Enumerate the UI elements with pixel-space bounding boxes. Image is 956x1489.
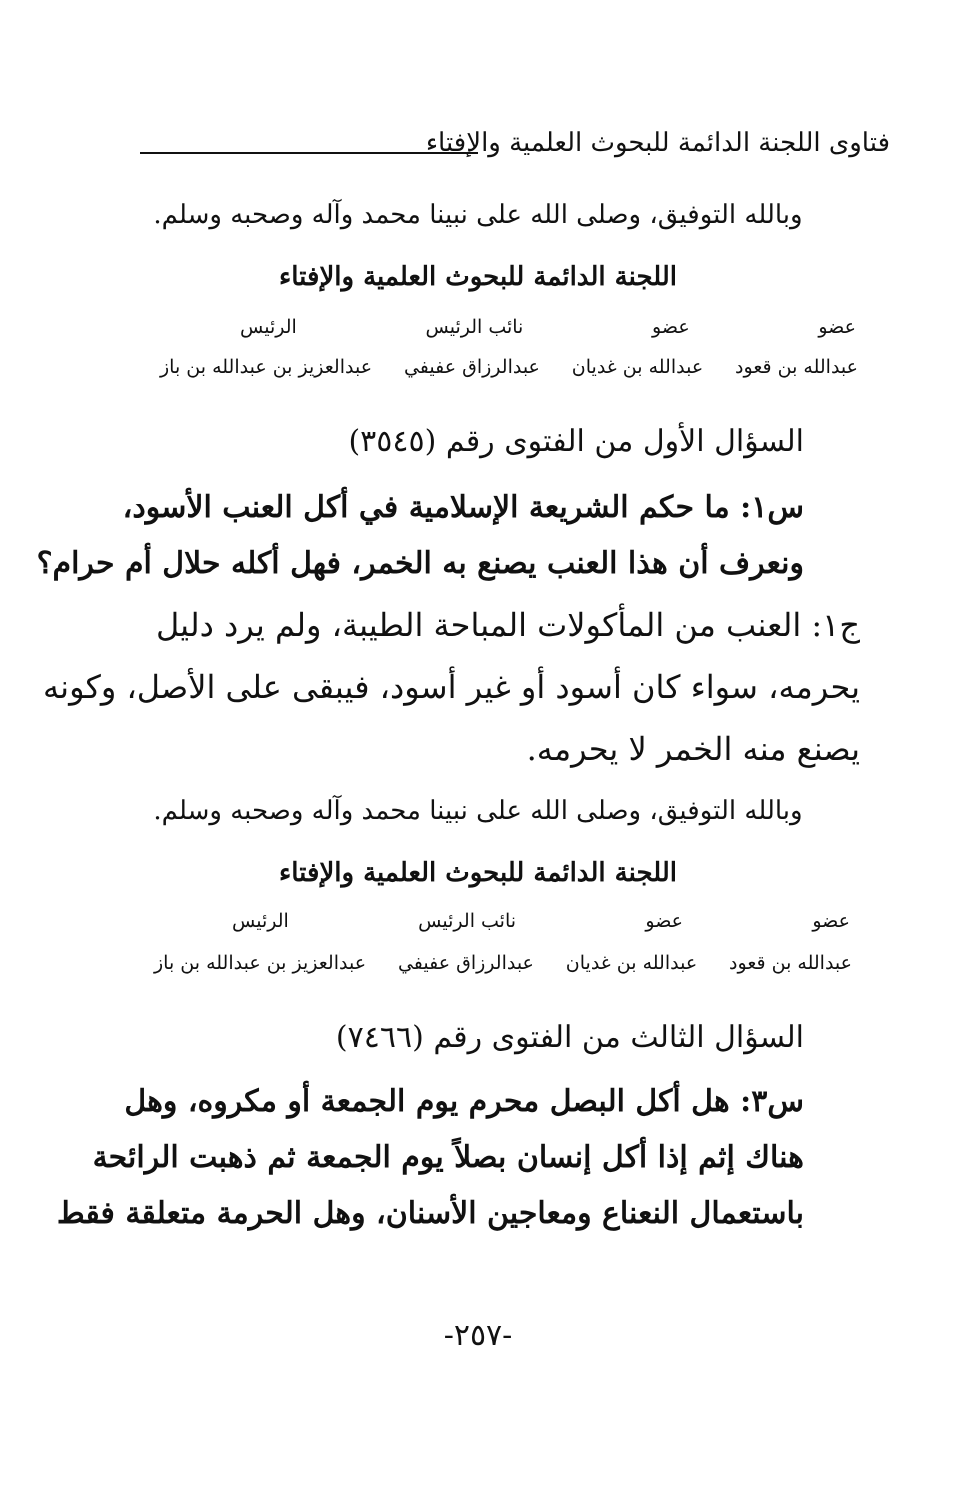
role-member-1: عضو (812, 910, 850, 932)
fatwa-1-answer-line-1: ج١: العنب من المأكولات المباحة الطيبة، ولم يرد دليل (155, 606, 860, 644)
fatwa-3-question-line-3: باستعمال النعناع ومعاجين الأسنان، وهل الحرمة متعلقة فقط (56, 1196, 804, 1231)
fatwa-1-answer-line-2: يحرمه، سواء كان أسود أو غير أسود، فيبقى على الأصل، وكونه (43, 668, 860, 706)
signature-names-1 (160, 356, 858, 378)
fatwa-3-heading: السؤال الثالث من الفتوى رقم (٧٤٦٦) (335, 1020, 804, 1055)
signatory-afifi: عبدالرزاق عفيفي (403, 356, 540, 378)
role-vice-president: نائب الرئيس (425, 316, 524, 338)
role-president: الرئيس (232, 910, 289, 932)
closing-formula-1: وبالله التوفيق، وصلى الله على نبينا محمد وآله وصحبه وسلم. (153, 200, 803, 230)
fatwa-1-question-line-1: س١: ما حكم الشريعة الإسلامية في أكل العنب الأسود، (122, 490, 804, 525)
fatwa-1-question-line-2: ونعرف أن هذا العنب يصنع به الخمر، فهل أكله حلال أم حرام؟ (36, 546, 804, 581)
signatory-ibn-qaud: عبدالله بن قعود (729, 952, 852, 974)
role-member-2: عضو (645, 910, 684, 932)
signatory-ibn-baz: عبدالعزيز بن عبدالله بن باز (154, 952, 367, 974)
fatwa-3-question-line-1: س٣: هل أكل البصل محرم يوم الجمعة أو مكروه، وهل (124, 1084, 804, 1119)
role-president: الرئيس (240, 316, 297, 338)
signatory-ibn-qaud: عبدالله بن قعود (735, 356, 858, 378)
signatory-ibn-baz: عبدالعزيز بن عبدالله بن باز (160, 356, 373, 378)
role-vice-president: نائب الرئيس (418, 910, 517, 932)
signature-roles-2 (232, 910, 850, 932)
running-header-title: فتاوى اللجنة الدائمة للبحوث العلمية والإفتاء (425, 128, 890, 158)
signatory-afifi: عبدالرزاق عفيفي (397, 952, 534, 974)
role-member-2: عضو (652, 316, 690, 338)
committee-name-1: اللجنة الدائمة للبحوث العلمية والإفتاء (279, 262, 677, 292)
signature-roles-1 (240, 316, 856, 338)
page-number: -٢٥٧- (443, 1318, 513, 1353)
header-rule (140, 152, 478, 154)
signatory-ibn-ghudayyan: عبدالله بن غديان (565, 952, 698, 974)
fatwa-1-answer-line-3: يصنع منه الخمر لا يحرمه. (526, 730, 860, 768)
committee-name-2: اللجنة الدائمة للبحوث العلمية والإفتاء (279, 858, 677, 888)
closing-formula-2: وبالله التوفيق، وصلى الله على نبينا محمد وآله وصحبه وسلم. (153, 796, 803, 826)
signature-names-2 (154, 952, 852, 974)
role-member-1: عضو (818, 316, 856, 338)
fatwa-3-question-line-2: هناك إثم إذا أكل إنسان بصلاً يوم الجمعة ثم ذهبت الرائحة (92, 1140, 804, 1175)
fatwa-1-heading: السؤال الأول من الفتوى رقم (٣٥٤٥) (348, 424, 804, 459)
signatory-ibn-ghudayyan: عبدالله بن غديان (571, 356, 704, 378)
